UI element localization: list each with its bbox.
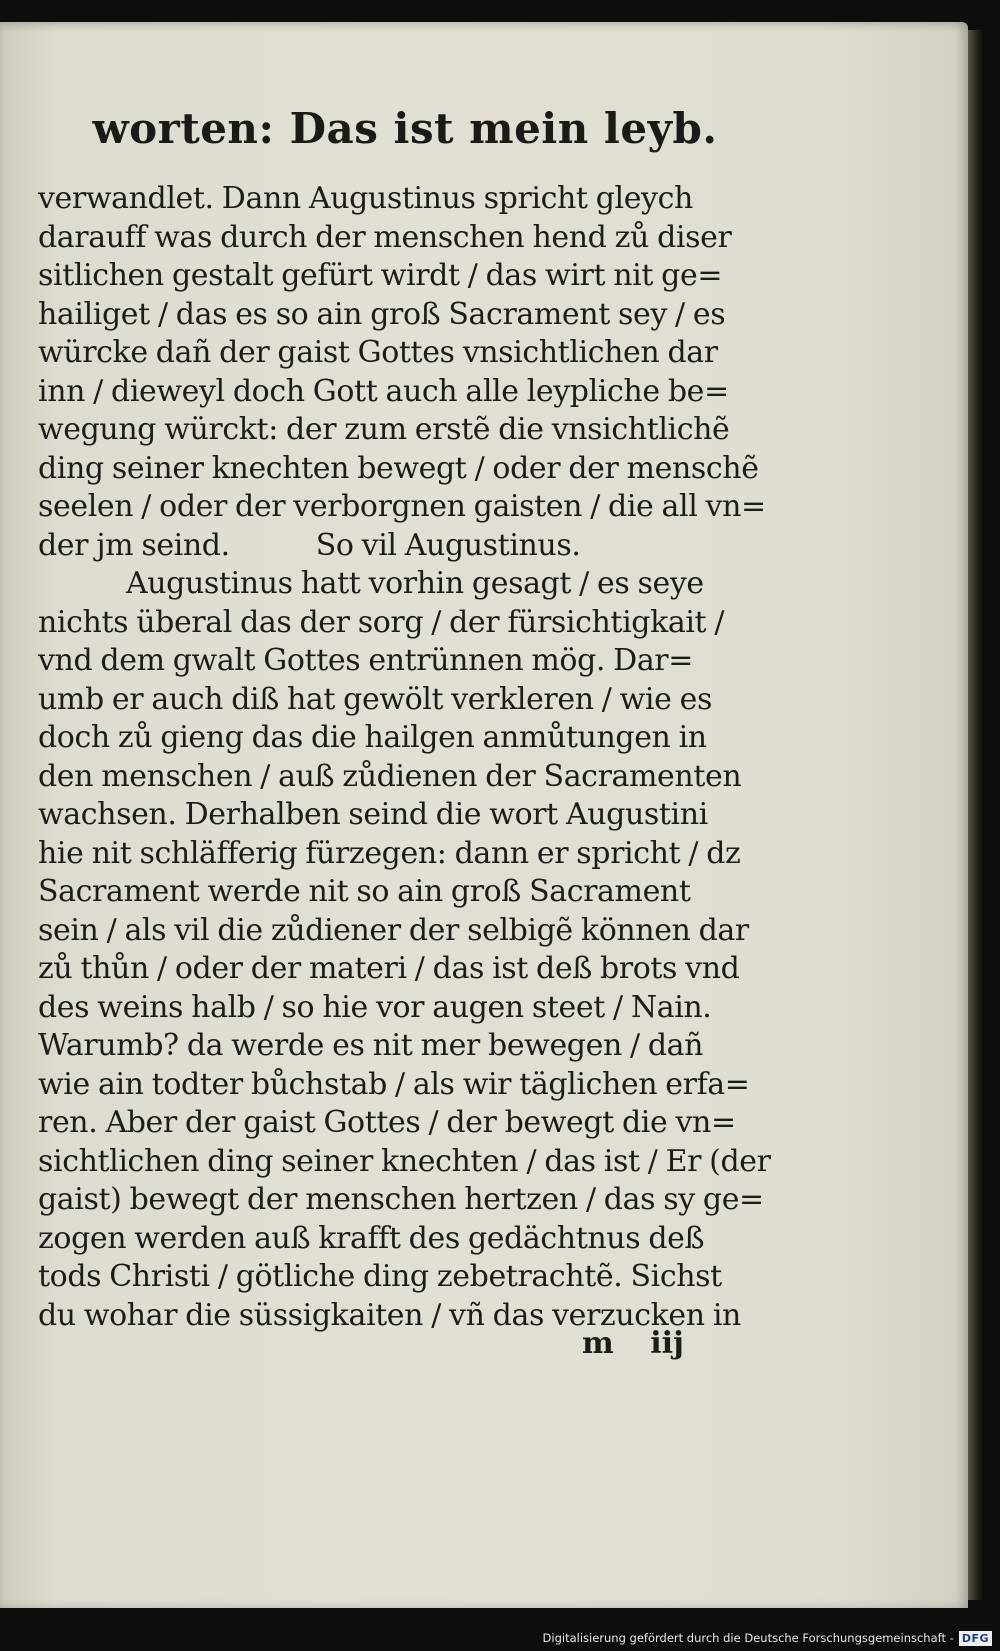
- text-line: inn / dieweyl doch Gott auch alle leypliche be=: [38, 373, 729, 409]
- text-line: hie nit schläfferig fürzegen: dann er spricht / dz: [38, 835, 741, 871]
- credit-text: Digitalisierung gefördert durch die Deutsche Forschungsgemeinschaft -: [542, 1631, 954, 1645]
- text-line: seelen / oder der verborgnen gaisten / die all vn=: [38, 489, 766, 524]
- text-line: sitlichen gestalt gefürt wirdt / das wirt nit ge=: [38, 258, 723, 293]
- text-line-with-attribution: [38, 527, 738, 566]
- text-line: würcke dañ der gaist Gottes vnsichtlichen dar: [38, 335, 718, 370]
- attribution: So vil Augustinus.: [315, 527, 581, 563]
- book-page: [0, 22, 968, 1608]
- text-line: wegung würckt: der zum erstẽ die vnsichtlichẽ: [38, 412, 730, 447]
- text-line: darauff was durch der menschen hend zů diser: [38, 219, 732, 255]
- text-line: der jm seind.: [38, 527, 230, 563]
- text-line: zogen werden auß krafft des gedächtnus deß: [38, 1220, 705, 1256]
- text-line: ding seiner knechten bewegt / oder der menschẽ: [38, 450, 759, 486]
- text-line: verwandlet. Dann Augustinus spricht gleych: [38, 181, 693, 216]
- text-line: tods Christi / götliche ding zebetrachtẽ. Sichst: [38, 1259, 722, 1294]
- dfg-logo: DFG: [959, 1631, 992, 1646]
- text-line: hailiget / das es so ain groß Sacrament sey / es: [38, 296, 726, 332]
- text-line: Sacrament werde nit so ain groß Sacrament: [38, 874, 691, 909]
- text-line: ren. Aber der gaist Gottes / der bewegt die vn=: [38, 1105, 736, 1140]
- running-title: worten: Das ist mein leyb.: [92, 104, 718, 153]
- text-line: sichtlichen ding seiner knechten / das ist / Er (der: [38, 1143, 771, 1179]
- text-line: gaist) bewegt der menschen hertzen / das sy ge=: [38, 1182, 764, 1217]
- digitization-credit: [537, 1627, 992, 1649]
- paragraph-start-line: Augustinus hatt vorhin gesagt / es seye: [126, 566, 704, 601]
- text-line: des weins halb / so hie vor augen steet / Nain.: [38, 989, 712, 1025]
- text-line: wie ain todter bůchstab / als wir täglichen erfa=: [38, 1066, 750, 1102]
- text-line: wachsen. Derhalben seind die wort Augustini: [38, 797, 708, 832]
- text-line: den menschen / auß zůdienen der Sacramenten: [38, 758, 742, 794]
- text-line: sein / als vil die zůdiener der selbigẽ können dar: [38, 912, 749, 948]
- signature-mark: m iij: [582, 1326, 684, 1361]
- page-body-text: [38, 180, 771, 1335]
- page-edge-shadow: [968, 30, 982, 1600]
- text-line: zů thůn / oder der materi / das ist deß brots vnd: [38, 951, 740, 986]
- text-line: umb er auch diß hat gewölt verkleren / wie es: [38, 681, 712, 717]
- text-line: du wohar die süssigkaiten / vñ das verzucken in: [38, 1297, 741, 1333]
- text-line: vnd dem gwalt Gottes entrünnen mög. Dar=: [38, 643, 693, 678]
- text-line: Warumb? da werde es nit mer bewegen / dañ: [38, 1028, 704, 1063]
- text-line: nichts überal das der sorg / der fürsichtigkait /: [38, 604, 725, 640]
- text-line: doch zů gieng das die hailgen anmůtungen in: [38, 720, 707, 755]
